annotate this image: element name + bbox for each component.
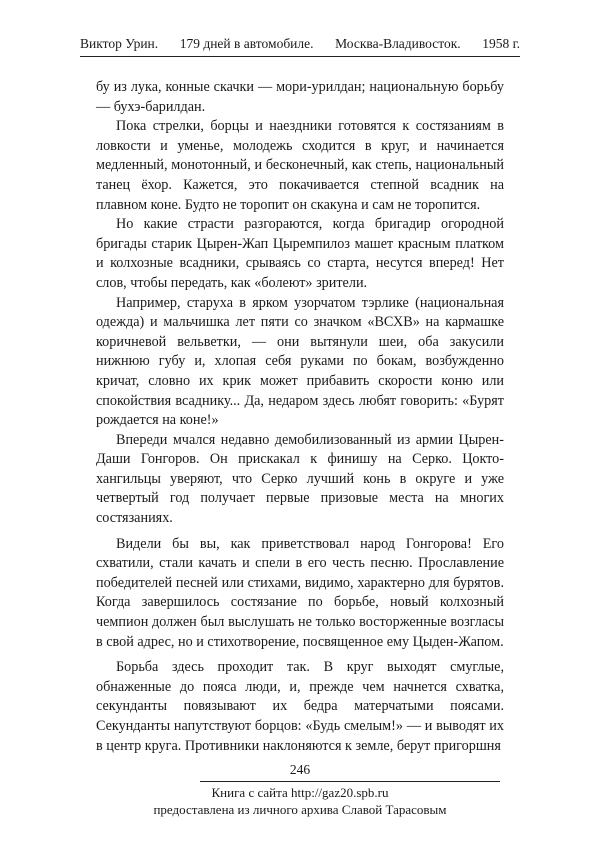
header-route: Москва-Владивосток. [335,36,461,51]
paragraph: Видели бы вы, как приветствовал народ Гонгорова! Его схватили, стали качать и спели в его честь песню. Прославление победителей песней или стихами, видимо, характерно для бурятов. Когда завершилось состязание по борьбе, новый колхозный чемпион должен был выслушать не только восторженные возгласы в свой адрес, но и стихотворение, посвященное ему Цыден-Жапом. [96,535,504,650]
running-header [80,36,520,52]
paragraph: Пока стрелки, борцы и наездники готовятся к состязаниям в ловкости и уменье, молодежь сходится в круг, и начинается медленный, монотонный, и бесконечный, как степь, национальный танец ёхор. Кажется, это покачивается степной всадник на плавном коне. Будто не торопит он скакуна и сам не торопится. [96,118,504,213]
paragraph: Впереди мчался недавно демобилизованный из армии Цырен-Даши Гонгоров. Он прискакал к финишу на Серко. Цокто-хангильцы уверяют, что Серко лучший конь в округе и уже четвертый год получает первые призовые места на многих состязаниях. [96,431,504,527]
page-number: 246 [289,762,311,777]
paragraph: Например, старуха в ярком узорчатом тэрлике (национальная одежда) и мальчишка лет пяти со значком «ВСХВ» на кармашке коричневой вельветки, — они вытянули шеи, оба закусили нижнюю губу и, хлопая себя руками по бокам, возбужденно кричат, словно их крик может прибавить скорости коню или спокойствия всаднику... Да, недаром здесь любят говорить: «Бурят рождается на коне!» [96,294,504,429]
paragraph: Но какие страсти разгораются, когда бригадир огородной бригады старик Цырен-Жап Цыремпилоз машет красным платком и колхозные всадники, срываясь со старта, несутся вперед! Нет слов, чтобы передать, как «болеют» зрители. [96,216,504,291]
header-book-title: 179 дней в автомобиле. [179,36,314,51]
footer-credit-line: предоставлена из личного архива Славой Тарасовым [153,802,447,817]
footer [0,784,600,818]
paragraph: бу из лука, конные скачки — мори-урилдан; национальную борьбу — бухэ-барилдан. [96,79,504,115]
footer-rule [200,781,500,782]
footer-source-line: Книга с сайта http://gaz20.spb.ru [211,785,389,800]
page-body [96,78,504,756]
paragraph: Борьба здесь проходит так. В круг выходят смуглые, обнаженные до пояса люди, и, прежде чем начнется схватка, секунданты повязывают их бедра матерчатыми поясами. Секунданты напутствуют борцов: «Будь смелым!» — и выводят их в центр круга. Противники наклоняются к земле, берут пригоршня [96,659,504,754]
header-rule [80,56,520,57]
header-year: 1958 г. [482,36,520,51]
header-author: Виктор Урин. [80,36,159,51]
